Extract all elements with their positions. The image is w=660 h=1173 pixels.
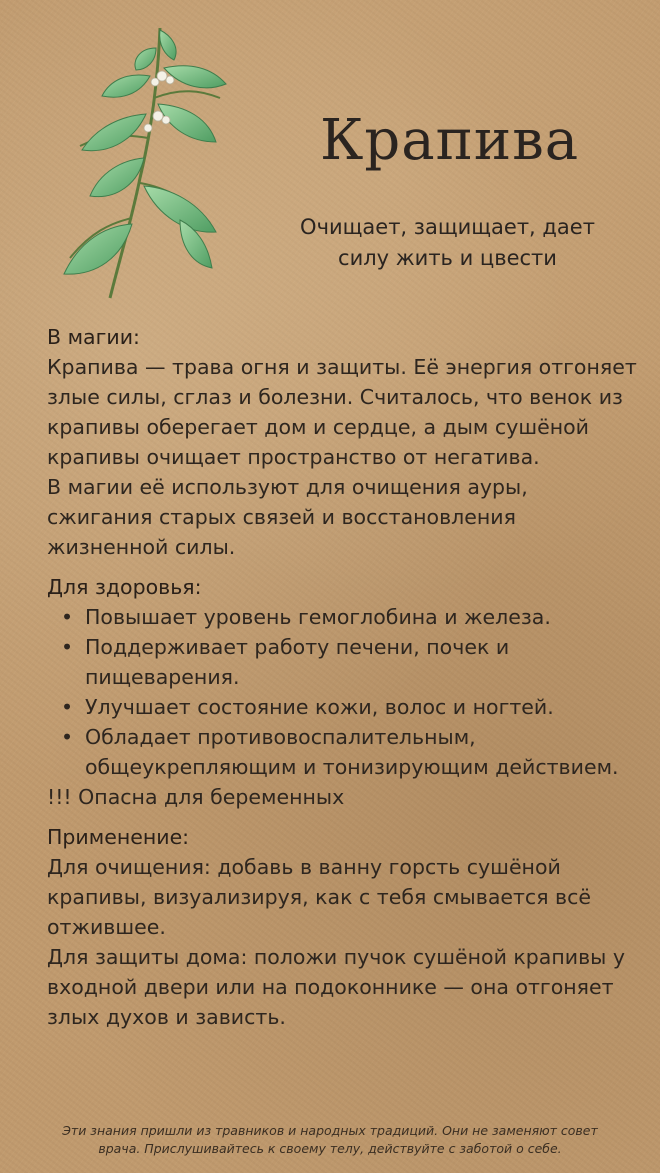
bullet-icon: • — [61, 605, 74, 629]
list-item — [61, 692, 637, 722]
list-item-text: Улучшает состояние кожи, волос и ногтей. — [85, 695, 554, 719]
list-item-text: Повышает уровень гемоглобина и железа. — [85, 605, 551, 629]
bullet-icon: • — [61, 725, 74, 749]
health-list — [47, 602, 637, 782]
list-item-text: Обладает противовоспалительным, общеукрепляющим и тонизирующим действием. — [85, 725, 619, 779]
footer-disclaimer: Эти знания пришли из травников и народных традиций. Они не заменяют совет врача. Прислушивайтесь к своему телу, действуйте с заботой о себе. — [62, 1123, 598, 1156]
health-heading: Для здоровья: — [47, 575, 202, 599]
list-item-text: Поддерживает работу печени, почек и пищеварения. — [85, 635, 510, 689]
page-title: Крапива — [320, 108, 580, 173]
subtitle: Очищает, защищает, дает силу жить и цвести — [300, 215, 595, 270]
list-item — [61, 722, 637, 782]
usage-paragraph-1: Для очищения: добавь в ванну горсть сушёной крапивы, визуализируя, как с тебя смывается всё отжившее. — [47, 855, 592, 939]
bullet-icon: • — [61, 635, 74, 659]
usage-heading: Применение: — [47, 825, 190, 849]
pregnancy-warning: !!! Опасна для беременных — [47, 785, 345, 809]
list-item — [61, 602, 637, 632]
list-item — [61, 632, 637, 692]
magic-paragraph-2: В магии её используют для очищения ауры, сжигания старых связей и восстановления жизненной силы. — [47, 475, 528, 559]
magic-paragraph-1: Крапива — трава огня и защиты. Её энергия отгоняет злые силы, сглаз и болезни. Считалось, что венок из крапивы оберегает дом и сердце, а дым сушёной крапивы очищает пространство от негатива. — [47, 355, 637, 469]
bullet-icon: • — [61, 695, 74, 719]
magic-heading: В магии: — [47, 325, 140, 349]
usage-paragraph-2: Для защиты дома: положи пучок сушёной крапивы у входной двери или на подоконнике — она отгоняет злых духов и зависть. — [47, 945, 626, 1029]
main-content — [47, 322, 637, 1032]
